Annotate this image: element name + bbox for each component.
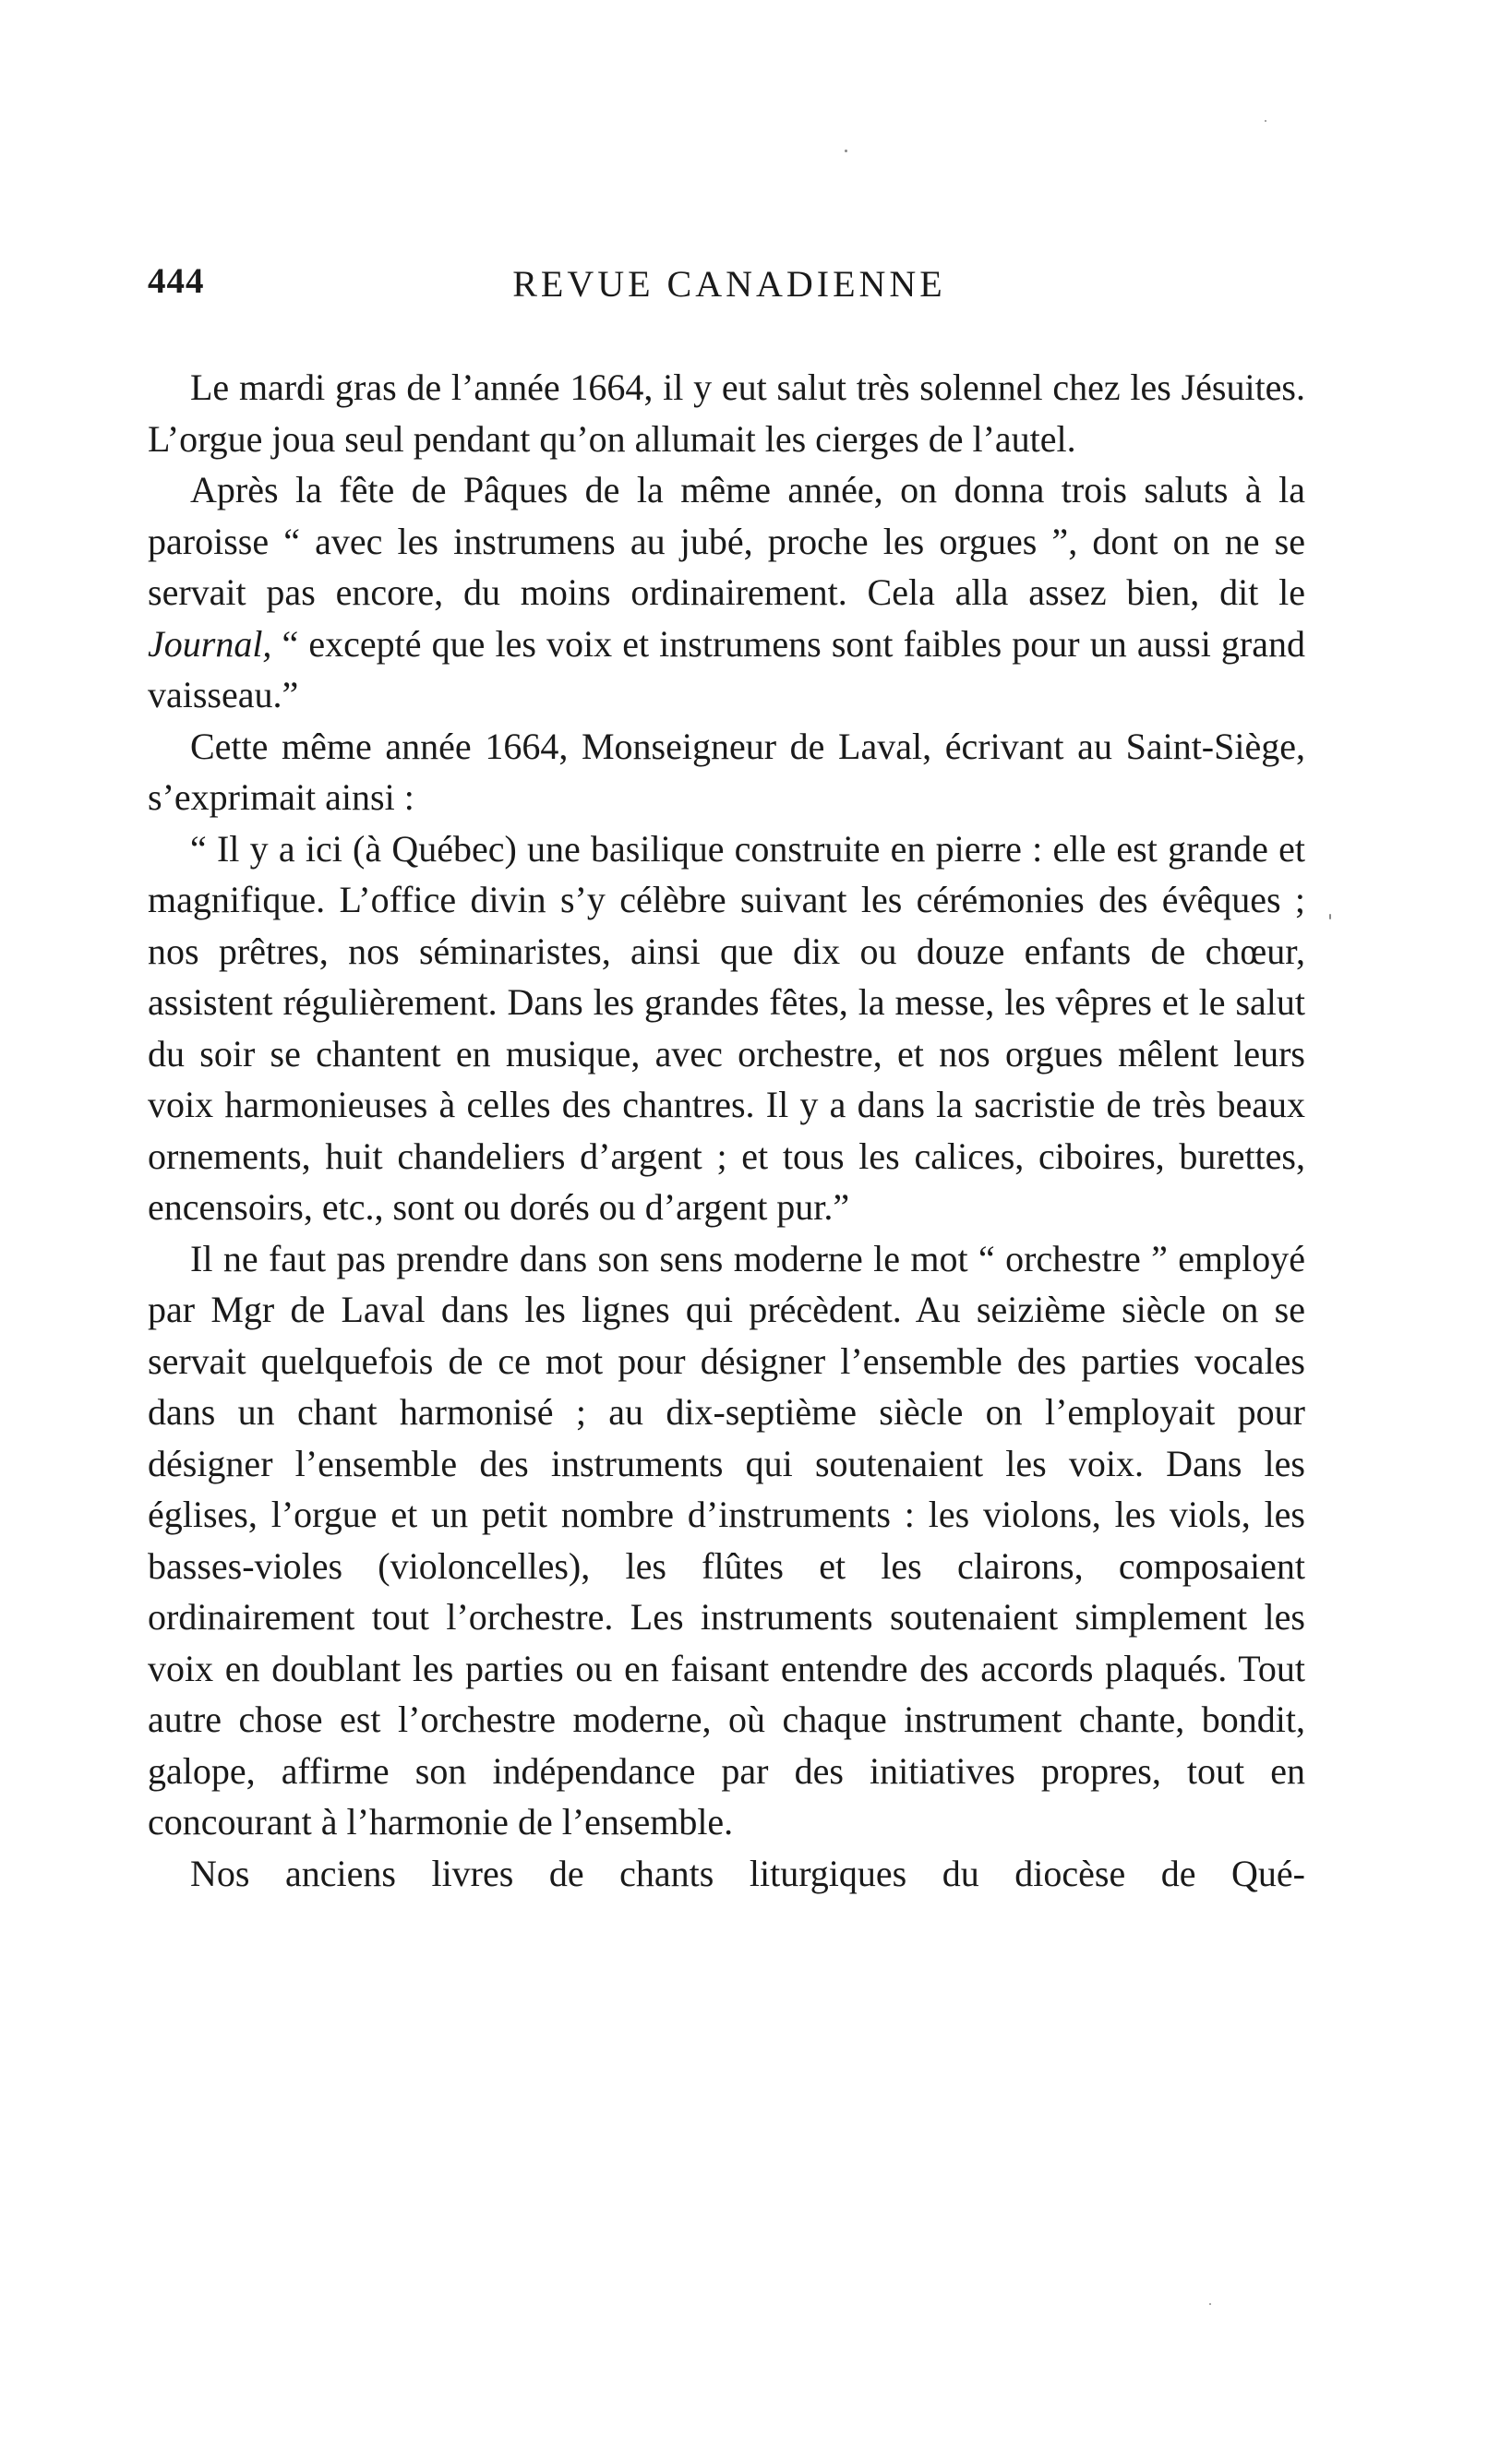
paragraph-text: “ Il y a ici (à Québec) une basilique construite en pierre : elle est grande et magnifique. L’office divin s’y célèbre suivant les cérémonies des évêques ; nos prêtres, nos séminaristes, ainsi que dix ou douze enfants de chœur, assistent régulièrement. Dans les grandes fêtes, la messe, les vêpres et le salut du soir se chantent en musique, avec orchestre, et nos orgues mêlent leurs voix harmonieuses à celles des chantres. Il y a dans la sacristie de très beaux ornements, huit chandeliers d’argent ; et tous les calices, ciboires, burettes, encensoirs, etc., sont ou dorés ou d’argent pur.” bbox=[148, 827, 1305, 1228]
body-text bbox=[148, 362, 1305, 1899]
paragraph-laval-intro bbox=[148, 721, 1305, 823]
page-number: 444 bbox=[148, 261, 205, 301]
paragraph-text: Après la fête de Pâques de la même année, on donna trois saluts à la paroisse “ avec les instrumens au jubé, proche les orgues ”, dont on ne se servait pas encore, du moins ordinairement. Cela alla assez bien, dit le bbox=[148, 469, 1305, 613]
paragraph-text: Cette même année 1664, Monseigneur de Laval, écrivant au Saint-Siège, s’exprimait ainsi : bbox=[148, 725, 1305, 818]
scan-speck bbox=[1209, 2303, 1211, 2305]
paragraph-text: Il ne faut pas prendre dans son sens moderne le mot “ orchestre ” employé par Mgr de Laval dans les lignes qui précèdent. Au seizième siècle on se servait quelquefois de ce mot pour désigner l’ensemble des parties vocales dans un chant harmonisé ; au dix-septième siècle on l’employait pour désigner l’ensemble des instruments qui soutenaient les voix. Dans les églises, l’orgue et un petit nombre d’instruments : les violons, les viols, les basses-violes (violoncelles), les flûtes et les clairons, composaient ordinairement tout l’orchestre. Les instruments soutenaient simplement les voix en doublant les parties ou en faisant entendre des accords plaqués. Tout autre chose est l’orchestre moderne, où chaque instrument chante, bondit, galope, affirme son indépendance par des initiatives propres, tout en concourant à l’harmonie de l’ensemble. bbox=[148, 1237, 1305, 1843]
paragraph-orchestre bbox=[148, 1233, 1305, 1848]
scan-speck bbox=[1329, 914, 1331, 919]
paragraph-laval-quote bbox=[148, 823, 1305, 1233]
paragraph-text-continued: “ excepté que les voix et instrumens sont faibles pour un aussi grand vaisseau.” bbox=[148, 622, 1305, 715]
scan-speck bbox=[1265, 120, 1266, 122]
page-header bbox=[148, 260, 1311, 316]
paragraph-paques bbox=[148, 464, 1305, 721]
paragraph-text: Le mardi gras de l’année 1664, il y eut salut très solennel chez les Jésuites. L’orgue joua seul pendant qu’on allumait les cierges de l’autel. bbox=[148, 366, 1305, 460]
journal-title-italic: Journal, bbox=[148, 622, 272, 665]
paragraph-livres-liturgiques bbox=[148, 1848, 1305, 1900]
paragraph-mardi-gras bbox=[148, 362, 1305, 464]
running-title: REVUE CANADIENNE bbox=[512, 263, 946, 305]
paragraph-text: Nos anciens livres de chants liturgiques du diocèse de Qué- bbox=[190, 1852, 1305, 1894]
scan-speck bbox=[845, 150, 847, 152]
